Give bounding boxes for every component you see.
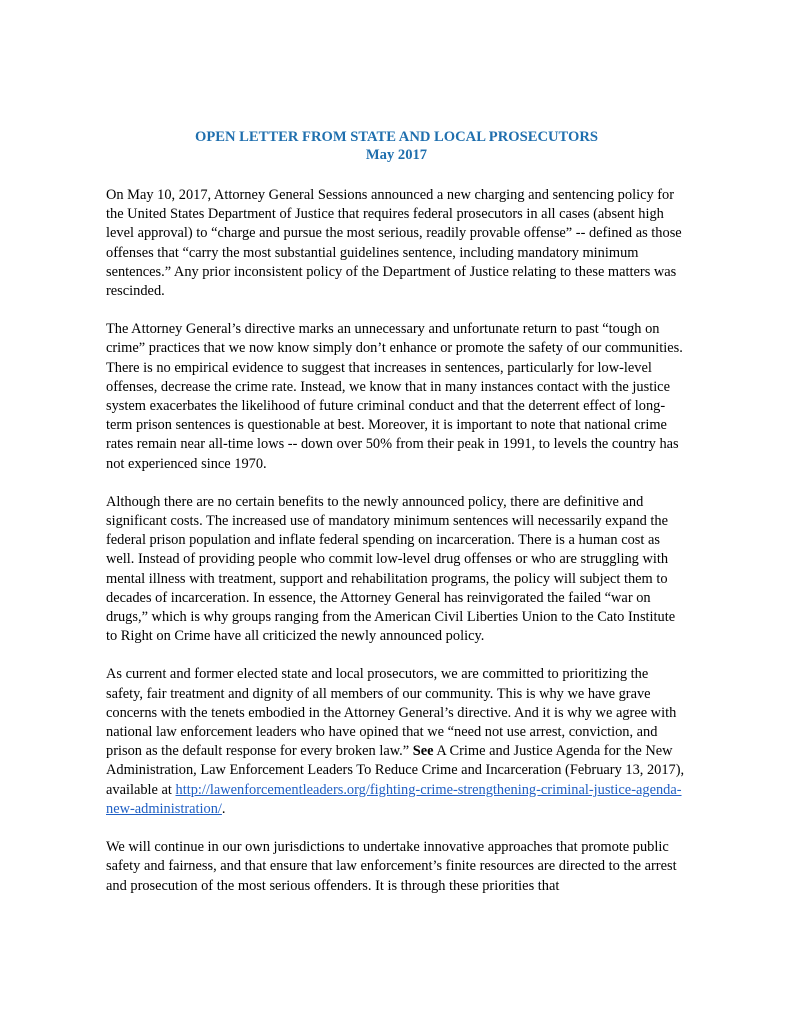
paragraph-4-end: .	[221, 800, 226, 817]
paragraph-4	[106, 665, 687, 819]
letter-heading	[106, 128, 687, 164]
letter-date: May 2017	[365, 147, 428, 163]
paragraph-2: The Attorney General’s directive marks an unnecessary and unfortunate return to past “tough on crime” practices that we now know simply don’t enhance or promote the safety of our communities. There is no empirical evidence to suggest that increases in sentences, particularly for low-level offenses, decrease the crime rate. Instead, we know that in many instances contact with the justice system exacerbates the likelihood of future criminal conduct and that the deterrent effect of long-term prison sentences is questionable at best. Moreover, it is important to note that national crime rates remain near all-time lows -- down over 50% from their peak in 1991, to levels the country has not experienced since 1970.	[106, 321, 683, 472]
paragraph-4-text: As current and former elected state and local prosecutors, we are committed to prioritizing the safety, fair treatment and dignity of all members of our community. This is why we have grave concerns with the tenets embodied in the Attorney General’s directive. And it is why we agree with national law enforcement leaders who have opined that we “need not use arrest, conviction, and prison as the default response for every broken law.”	[106, 666, 677, 760]
agenda-link[interactable]: http://lawenforcementleaders.org/fighting-crime-strengthening-criminal-justice-agenda-new-administration/	[106, 781, 682, 817]
letter-title: OPEN LETTER FROM STATE AND LOCAL PROSECUTORS	[194, 129, 599, 145]
paragraph-3: Although there are no certain benefits to the newly announced policy, there are definitive and significant costs. The increased use of mandatory minimum sentences will necessarily expand the federal prison population and inflate federal spending on incarceration. There is a human cost as well. Instead of providing people who commit low-level drug offenses or who are struggling with mental illness with treatment, support and rehabilitation programs, the policy will subject them to decades of incarceration. In essence, the Attorney General has reinvigorated the failed “war on drugs,” which is why groups ranging from the American Civil Liberties Union to the Cato Institute to Right on Crime have all criticized the newly announced policy.	[106, 493, 676, 645]
see-signal: See	[412, 743, 434, 760]
paragraph-4-citation: A Crime and Justice Agenda for the New Administration, Law Enforcement Leaders To Reduce Crime and Incarceration (February 13, 2017), available at	[106, 743, 685, 798]
paragraph-1: On May 10, 2017, Attorney General Sessions announced a new charging and sentencing policy for the United States Department of Justice that requires federal prosecutors in all cases (absent high level approval) to “charge and pursue the most serious, readily provable offense” -- defined as those offenses that “carry the most substantial guidelines sentence, including mandatory minimum sentences.” Any prior inconsistent policy of the Department of Justice relating to these matters was rescinded.	[106, 187, 682, 300]
paragraph-5: We will continue in our own jurisdictions to undertake innovative approaches that promote public safety and fairness, and that ensure that law enforcement’s finite resources are directed to the arrest and prosecution of the most serious offenders. It is through these priorities that	[106, 839, 677, 894]
